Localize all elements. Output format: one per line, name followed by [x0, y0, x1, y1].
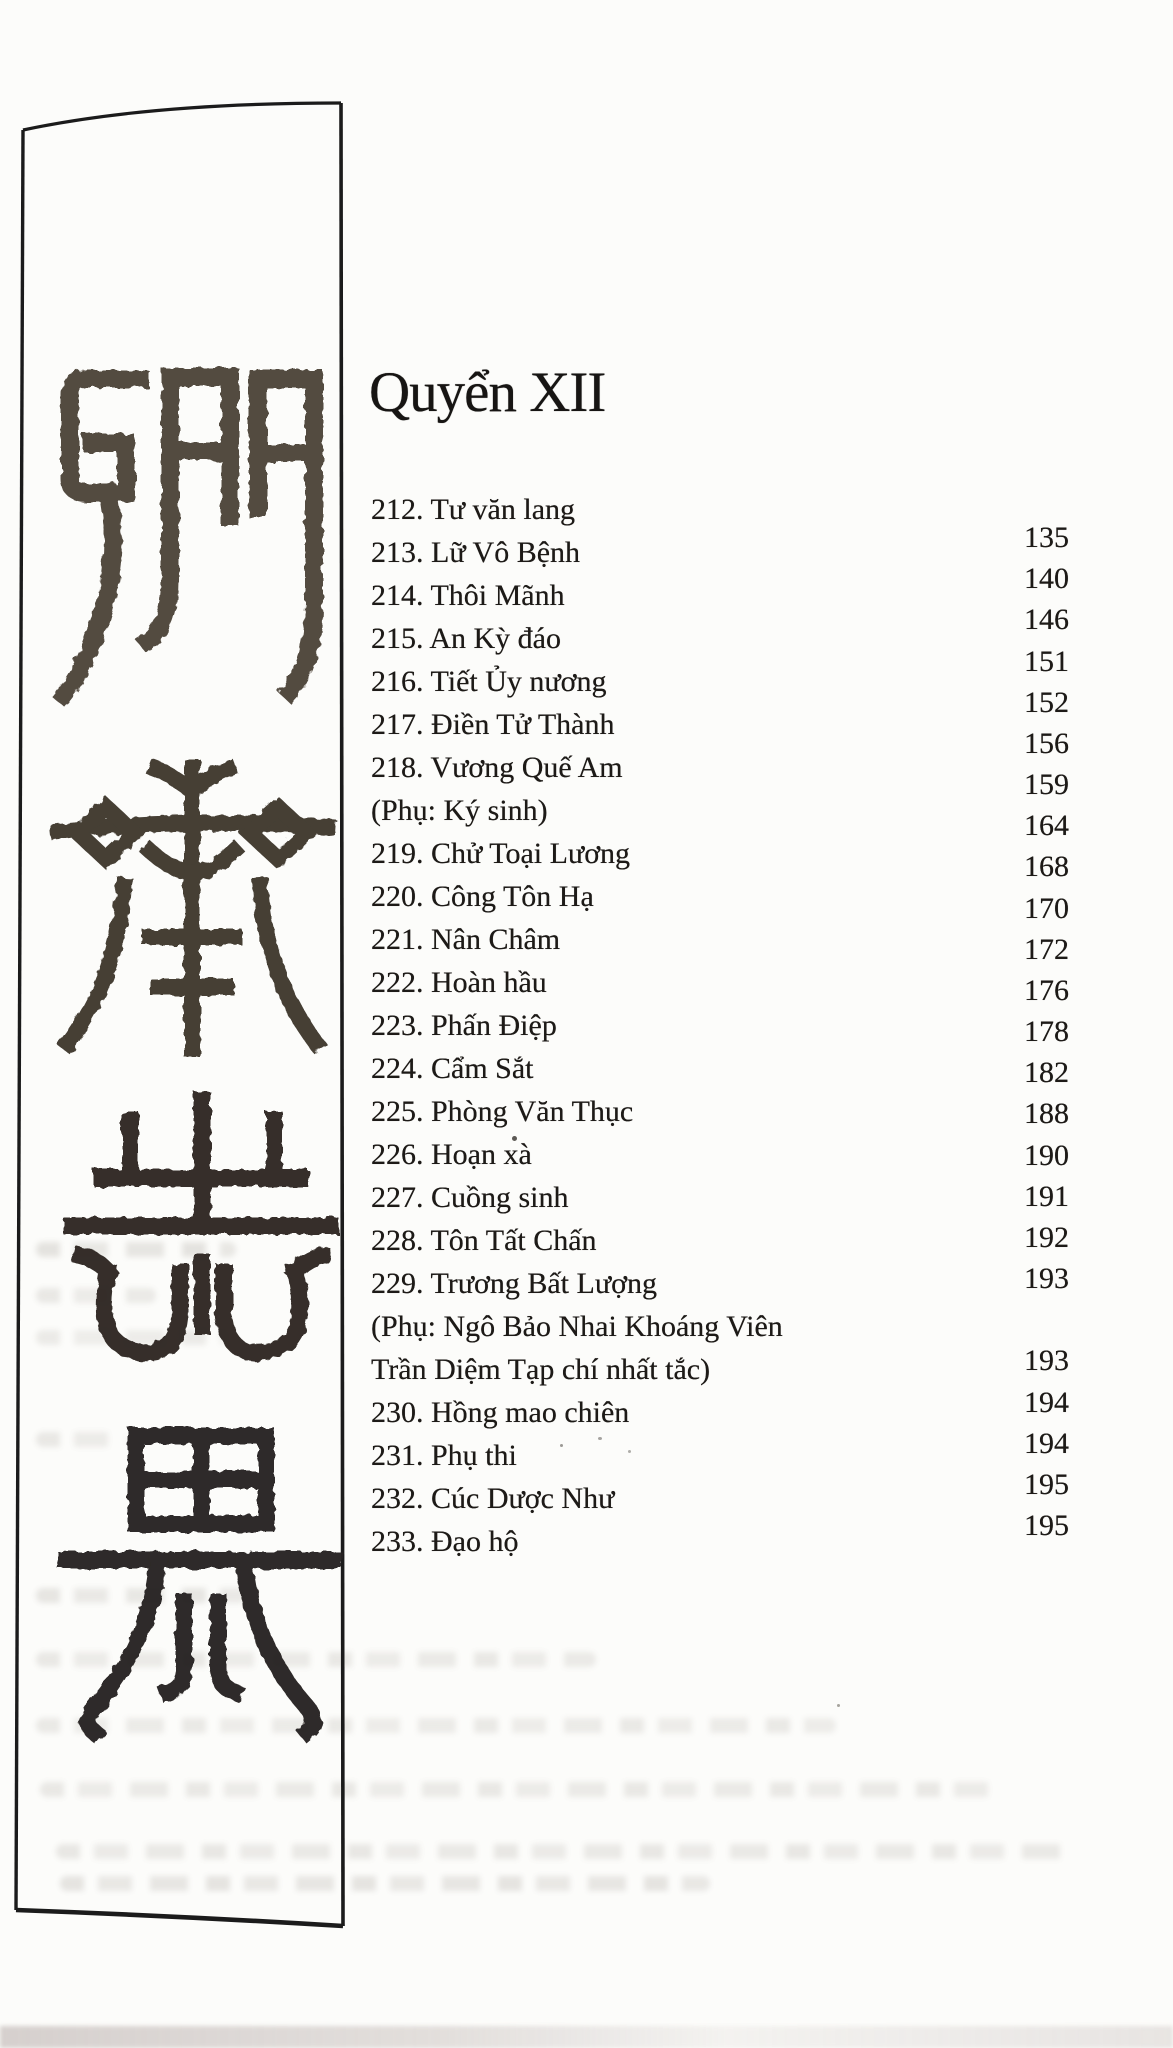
bleedthrough-line: [36, 1652, 596, 1667]
toc-row: [371, 1050, 1069, 1093]
toc-page-number: 193: [1024, 1344, 1069, 1377]
toc-row: [371, 534, 1069, 595]
toc-row: [371, 1509, 1069, 1566]
toc-row: [371, 1262, 1069, 1308]
bleedthrough-line: [60, 1876, 710, 1891]
bleedthrough-line: [36, 1330, 226, 1345]
toc-row: [371, 835, 1069, 883]
toc-entry-text: Trần Diệm Tạp chí nhất tắc): [371, 1353, 711, 1386]
page-title: Quyển XII: [369, 361, 606, 424]
toc-row: [371, 1344, 1069, 1394]
toc-row: [371, 1427, 1069, 1480]
toc-entry-text: 217. Điền Tử Thành: [371, 708, 615, 741]
bleedthrough-line: [36, 1288, 156, 1303]
toc-page-number: 140: [1024, 562, 1069, 595]
toc-entry-text: (Phụ: Ngô Bảo Nhai Khoáng Viên: [371, 1310, 783, 1343]
toc-entry-text: 212. Tư văn lang: [371, 493, 576, 526]
toc-page-number: 156: [1024, 727, 1069, 760]
toc-entry-text: 220. Công Tôn Hạ: [371, 880, 594, 913]
toc-row: [371, 663, 1069, 719]
toc-row: [371, 706, 1069, 760]
toc-page-number: 191: [1024, 1180, 1069, 1213]
toc-page-number: 176: [1024, 974, 1069, 1007]
seal-glyph-lieu: [64, 377, 314, 695]
ink-speck: [837, 1704, 840, 1707]
toc-page-number: 159: [1024, 768, 1069, 801]
toc-entry-text: 214. Thôi Mãnh: [371, 579, 565, 612]
toc-entry-text: 223. Phấn Điệp: [371, 1009, 557, 1042]
toc-entry-text: 231. Phụ thi: [371, 1439, 517, 1472]
toc-row: [371, 1093, 1069, 1136]
toc-entry-text: 213. Lữ Vô Bệnh: [371, 536, 581, 569]
toc-entry-text: 216. Tiết Ủy nương: [371, 665, 607, 698]
toc-page-number: 190: [1024, 1139, 1069, 1172]
toc-page-number: 195: [1024, 1468, 1069, 1501]
toc-entry-text: 230. Hồng mao chiên: [371, 1396, 630, 1429]
seal-glyph-trai: [58, 767, 328, 1049]
bleedthrough-line: [36, 1242, 236, 1257]
toc-entry-text: 233. Đạo hộ: [371, 1525, 519, 1558]
toc-row: [371, 964, 1069, 1007]
toc-entry-text: 226. Hoạn xà: [371, 1138, 532, 1171]
toc-entry-text: 224. Cẩm Sắt: [371, 1052, 534, 1085]
toc-page-number: 192: [1024, 1221, 1069, 1254]
seal-glyph-chi: [72, 1100, 330, 1353]
toc-row: [371, 878, 1069, 925]
toc-entry-text: 225. Phòng Văn Thục: [371, 1095, 634, 1128]
toc-page-number: 188: [1024, 1097, 1069, 1130]
toc-page-number: 164: [1024, 809, 1069, 842]
toc-entry-text: 228. Tôn Tất Chấn: [371, 1224, 597, 1257]
toc-page-number: 152: [1024, 686, 1069, 719]
toc-page-number: 194: [1024, 1427, 1069, 1460]
page-edge-shadow: [0, 2026, 1173, 2048]
bleedthrough-line: [36, 1432, 128, 1447]
toc-entry-text: 221. Nân Châm: [371, 923, 561, 956]
toc-page-number: 151: [1024, 645, 1069, 678]
toc-page-number: 146: [1024, 603, 1069, 636]
toc-row: [371, 1179, 1069, 1222]
toc-row: [371, 620, 1069, 678]
toc-page-number: 170: [1024, 892, 1069, 925]
toc-page-number: 178: [1024, 1015, 1069, 1048]
toc-row: [371, 1136, 1069, 1179]
toc-row: [371, 1308, 1069, 1351]
toc-entry-text: 229. Trương Bất Lượng: [371, 1267, 657, 1300]
toc-entry-text: 218. Vương Quế Am: [371, 751, 623, 784]
toc-row: [371, 1468, 1069, 1523]
toc-row: [371, 921, 1069, 964]
toc-page-number: 135: [1024, 521, 1069, 554]
bleedthrough-line: [36, 1588, 246, 1603]
toc-entry-text: 215. An Kỳ đáo: [371, 622, 561, 655]
toc-row: [371, 749, 1069, 801]
toc-page-number: 172: [1024, 933, 1069, 966]
bleedthrough-line: [56, 1844, 1076, 1859]
toc-entry-text: (Phụ: Ký sinh): [371, 794, 548, 827]
toc-page-number: 193: [1024, 1262, 1069, 1295]
toc-entry-text: 232. Cúc Dược Như: [371, 1482, 615, 1515]
toc-entry-text: 219. Chử Toại Lương: [371, 837, 631, 870]
toc-entry-text: 222. Hoàn hầu: [371, 966, 547, 999]
toc-row: [371, 577, 1069, 636]
toc-row: [371, 1222, 1069, 1265]
toc-entry-text: 227. Cuồng sinh: [371, 1181, 569, 1214]
toc-page-number: 168: [1024, 850, 1069, 883]
toc-page-number: 182: [1024, 1056, 1069, 1089]
toc-page-number: 194: [1024, 1386, 1069, 1419]
toc-list: [371, 491, 1069, 1566]
toc-row: [371, 1386, 1069, 1437]
toc-page-number: 195: [1024, 1509, 1069, 1542]
seal-glyph-di: [66, 1436, 334, 1732]
bleedthrough-line: [40, 1782, 1000, 1797]
toc-row: [371, 792, 1069, 842]
toc-row: [371, 1007, 1069, 1050]
bleedthrough-line: [36, 1718, 836, 1733]
